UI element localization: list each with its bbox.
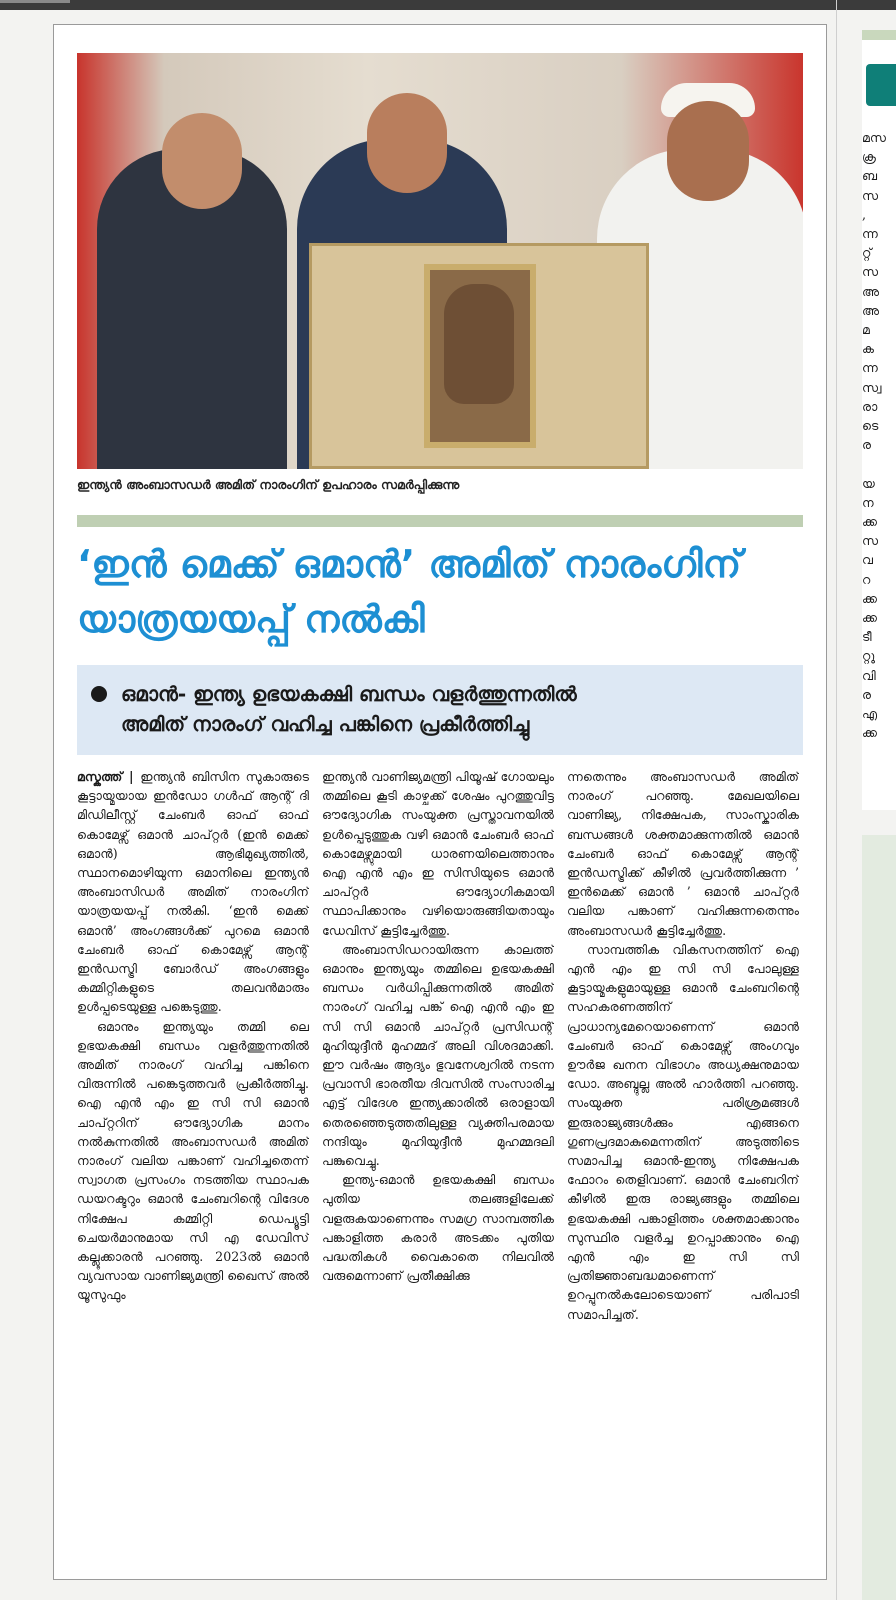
article-photo <box>77 53 803 469</box>
adjacent-article-box <box>862 835 896 1600</box>
adjacent-article-line: സ്വ <box>862 379 882 395</box>
paragraph-text: ഇന്ത്യൻ ബിസിന സുകാരുടെ കൂട്ടായ്മയായ ഇൻഡോ ഗൾഫ് ആന്റ് ദി മിഡിലീസ്റ്റ് ചേംബർ ഓഫ് ഓഫ് കൊമേഴ്സ് ഒമാൻ ചാപ്റ്റർ (ഇൻ മെക്ക് ഒമാൻ) ആഭിമുഖ്യത്തിൽ, സ്ഥാനമൊഴിയുന്ന ഒമാനിലെ ഇന്ത്യൻ അംബാസിഡർ അമിത് നാരംഗിന് യാത്രയയപ്പ് നൽകി. ‘ഇൻ മെക്ക് ഒമാൻ’ അംഗങ്ങൾക്ക് പുറമെ ഒമാൻ ചേംബർ ഓഫ് കൊമേഴ്സ് ആന്റ് ഇൻഡസ്ട്രി ബോർഡ് അംഗങ്ങളും കമ്മിറ്റികളുടെ തലവൻമാരും ഉൾപ്പടെയുള്ള പങ്കെടുത്തു. <box>77 769 309 1015</box>
adjacent-article-rule <box>862 30 896 40</box>
adjacent-article-line: , <box>862 206 867 222</box>
memento-inner <box>424 264 536 448</box>
adjacent-article-line: മ <box>862 322 870 338</box>
adjacent-article-line: റ്റു <box>862 648 876 664</box>
adjacent-article-line: റ <box>862 571 871 587</box>
adjacent-article-line: ബ <box>862 168 878 184</box>
news-article <box>53 24 827 1580</box>
subhead-box <box>77 665 803 755</box>
adjacent-article-line: ന്ന <box>862 226 878 242</box>
adjacent-article-line: ക്ക <box>862 610 878 626</box>
memento-map <box>444 284 514 404</box>
adjacent-article-line: സ <box>862 533 879 549</box>
adjacent-article-line: എ <box>862 706 878 722</box>
top-bar <box>0 0 896 10</box>
adjacent-article-line: ര <box>862 437 872 453</box>
adjacent-article-line: സ <box>862 264 879 280</box>
adjacent-article-line: ക്ക <box>862 725 878 741</box>
body-column-2 <box>322 767 554 1573</box>
dateline: മസ്കത്ത് | <box>77 769 141 784</box>
adjacent-article-line: ക <box>862 341 875 357</box>
adjacent-article-line: ക്ര <box>862 149 876 165</box>
top-bar-tab <box>0 0 70 3</box>
adjacent-article-line: ടീ <box>862 629 872 645</box>
paragraph <box>77 767 309 1017</box>
adjacent-article-badge <box>866 64 896 106</box>
adjacent-article-line: റ്റ് <box>862 245 872 261</box>
paragraph: സാമ്പത്തിക വികസനത്തിന് ഐ എൻ എം ഇ സി സി പോലുള്ള കൂട്ടായ്മകളുമായുള്ള ഒമാൻ ചേംബറിന്റെ സഹകരണത്തിന് പ്രാധാന്യമേറെയാണെന്ന് ഒമാൻ ചേംബർ ഓഫ് കൊമേഴ്സ് അംഗവും ഊർജ ഖനന വിഭാഗം അധ്യക്ഷനുമായ ഡോ. അബ്ദുല്ല അൽ ഹാർത്തി പറഞ്ഞു. സംയുക്ത പരിശ്രമങ്ങൾ ഇരുരാജ്യങ്ങൾക്കും എങ്ങനെ ഗുണപ്രദമാകുമെന്നതിന് അടുത്തിടെ സമാപിച്ച ഒമാൻ-ഇന്ത്യ നിക്ഷേപക ഫോറം തെളിവാണ്. ഒമാൻ ചേംബറിന് കീഴിൽ ഇരു രാജ്യങ്ങളും തമ്മിലെ ഉഭയകക്ഷി പങ്കാളിത്തം ശക്തമാക്കാനും സുസ്ഥിര വളർച്ച ഉറപ്പാക്കാനും ഐ എൻ എം ഇ സി സി പ്രതിജ്ഞാബദ്ധമാണെന്ന് ഉറപ്പുനൽകലോടെയാണ് പരിപാടി സമാപിച്ചത്. <box>567 941 799 1322</box>
adjacent-article-line: അ <box>862 302 880 318</box>
headline-line-1: ‘ഇൻ മെക്ക് ഒമാൻ’ അമിത് നാരംഗിന് <box>77 542 742 586</box>
person-center-head <box>367 93 447 193</box>
body-column-3 <box>567 767 799 1573</box>
headline-line-2: യാത്രയയപ്പ് നൽകി <box>77 597 425 641</box>
adjacent-article-line: ക്ക <box>862 590 878 606</box>
memento-frame <box>309 243 649 469</box>
bullet-icon <box>91 686 107 702</box>
adjacent-article-line: ര <box>862 686 872 702</box>
paragraph: അംബാസിഡറായിരുന്ന കാലത്ത് ഒമാനും ഇന്ത്യയും തമ്മിലെ ഉഭയകക്ഷി ബന്ധം വർധിപ്പിക്കുന്നതിൽ അമിത് നാരംഗ് വഹിച്ച പങ്ക് ഐ എൻ എം ഇ സി സി ഒമാൻ ചാപ്റ്റർ പ്രസിഡന്റ് മുഹിയുദ്ദീൻ മുഹമ്മദ് അലി വിശദമാക്കി. ഈ വർഷം ആദ്യം ഭുവനേശ്വറിൽ നടന്ന പ്രവാസി ഭാരതീയ ദിവസിൽ സംസാരിച്ച എട്ട് വിദേശ ഇന്ത്യക്കാരിൽ ഒരാളായി തെരഞ്ഞെടുത്തതിലുള്ള വ്യക്തിപരമായ നന്ദിയും മുഹിയുദ്ദീൻ മുഹമ്മദലി പങ്കുവെച്ചു. <box>322 941 554 1169</box>
column-divider <box>836 0 837 1600</box>
body-column-1 <box>77 767 309 1573</box>
person-left-head <box>162 113 242 209</box>
adjacent-article-line: അ <box>862 283 880 299</box>
adjacent-article-text <box>862 128 896 743</box>
adjacent-article-line: മസ <box>862 130 887 145</box>
adjacent-article-line: യ <box>862 475 875 491</box>
person-right-head <box>667 101 749 201</box>
paragraph: ന്നതെന്നും അംബാസഡർ അമിത് നാരംഗ് പറഞ്ഞു. മേഖലയിലെ വാണിജ്യ, നിക്ഷേപക, സാംസ്കാരിക ബന്ധങ്ങൾ ശക്തമാക്കുന്നതിൽ ഒമാൻ ചേംബർ ഓഫ് കൊമേഴ്സ് ആന്റ് ഇൻഡസ്ട്രിക്ക് കീഴിൽ പ്രവർത്തിക്കുന്ന ’ ഇൻമെക്ക് ഒമാൻ ’ ഒമാൻ ചാപ്റ്റർ വലിയ പങ്കാണ് വഹിക്കുന്നതെന്നും അംബാസഡർ കൂട്ടിച്ചേർത്തു. <box>567 769 799 938</box>
subhead-line-2: അമിത് നാരംഗ് വഹിച്ച പങ്കിനെ പ്രകീർത്തിച്ചു <box>121 712 530 736</box>
adjacent-article-line <box>862 454 896 473</box>
paragraph: ഇന്ത്യൻ വാണിജ്യമന്ത്രി പിയൂഷ് ഗോയലും തമ്മിലെ കൂടി കാഴ്ചക്ക് ശേഷം പുറത്തുവിട്ട ഔദ്യോഗിക സംയുക്ത പ്രസ്താവനയിൽ ഉൾപ്പെടുത്തുക വഴി ഒമാൻ ചേംബർ ഓഫ് കൊമേഴ്സുമായി ധാരണയിലെത്താനും ഐ എൻ എം ഇ സിസിയുടെ ഒമാൻ ചാപ്റ്റർ ഔദ്യോഗികമായി സ്ഥാപിക്കാനും വഴിയൊരുങ്ങിയതായും ഡേവിസ് കൂട്ടിച്ചേർത്തു. <box>322 769 554 938</box>
paragraph: ഒമാനും ഇന്ത്യയും തമ്മി ലെ ഉഭയകക്ഷി ബന്ധം വളർത്തുന്നതിൽ അമിത് നാരംഗ് വഹിച്ച പങ്കിനെ വിരുന്നിൽ പങ്കെടുത്തവർ പ്രകീർത്തിച്ചു. ഐ എൻ എം ഇ സി സി ഒമാൻ ചാപ്റ്ററിന് ഔദ്യോഗിക മാനം നൽകുന്നതിൽ അംബാസഡർ അമിത് നാരംഗ് വലിയ പങ്കാണ് വഹിച്ചതെന്ന് സ്വാഗത പ്രസംഗം നടത്തിയ സ്ഥാപക ഡയറക്ടറും ഒമാൻ ചേംബറിന്റെ വിദേശ നിക്ഷേപ കമ്മിറ്റി ഡെപ്യൂട്ടി ചെയർമാനുമായ സി എ ഡേവിസ് കല്ലൂക്കാരൻ പറഞ്ഞു. 2023ൽ ഒമാൻ വ്യവസായ വാണിജ്യമന്ത്രി ഖൈസ് അൽ യൂസുഫും <box>77 1018 309 1303</box>
photo-caption: ഇന്ത്യൻ അംബാസഡർ അമിത് നാരംഗിന് ഉപഹാരം സമർപ്പിക്കുന്നു <box>77 477 460 492</box>
adjacent-article-line: വ <box>862 552 874 568</box>
adjacent-article-line: ന്ന <box>862 360 878 376</box>
adjacent-article-line: വി <box>862 667 876 683</box>
adjacent-article-line: ടെ <box>862 418 879 434</box>
adjacent-article-line: സ <box>862 187 879 203</box>
headline <box>77 537 803 647</box>
section-rule <box>77 515 803 527</box>
adjacent-article-line: ക്ക <box>862 514 878 530</box>
adjacent-article <box>862 30 896 810</box>
adjacent-article-line: ന <box>862 494 874 510</box>
adjacent-article-line: രാ <box>862 398 878 414</box>
subhead-line-1: ഒമാൻ- ഇന്ത്യ ഉഭയകക്ഷി ബന്ധം വളർത്തുന്നതിൽ <box>121 682 577 706</box>
paragraph: ഇന്ത്യ-ഒമാൻ ഉഭയകക്ഷി ബന്ധം പുതിയ തലങ്ങളിലേക്ക് വളരുകയാണെന്നും സമഗ്ര സാമ്പത്തിക പങ്കാളിത്ത കരാർ അടക്കം പുതിയ പദ്ധതികൾ വൈകാതെ നിലവിൽ വരുമെന്നാണ് പ്രതീക്ഷിക്കു <box>322 1172 554 1284</box>
